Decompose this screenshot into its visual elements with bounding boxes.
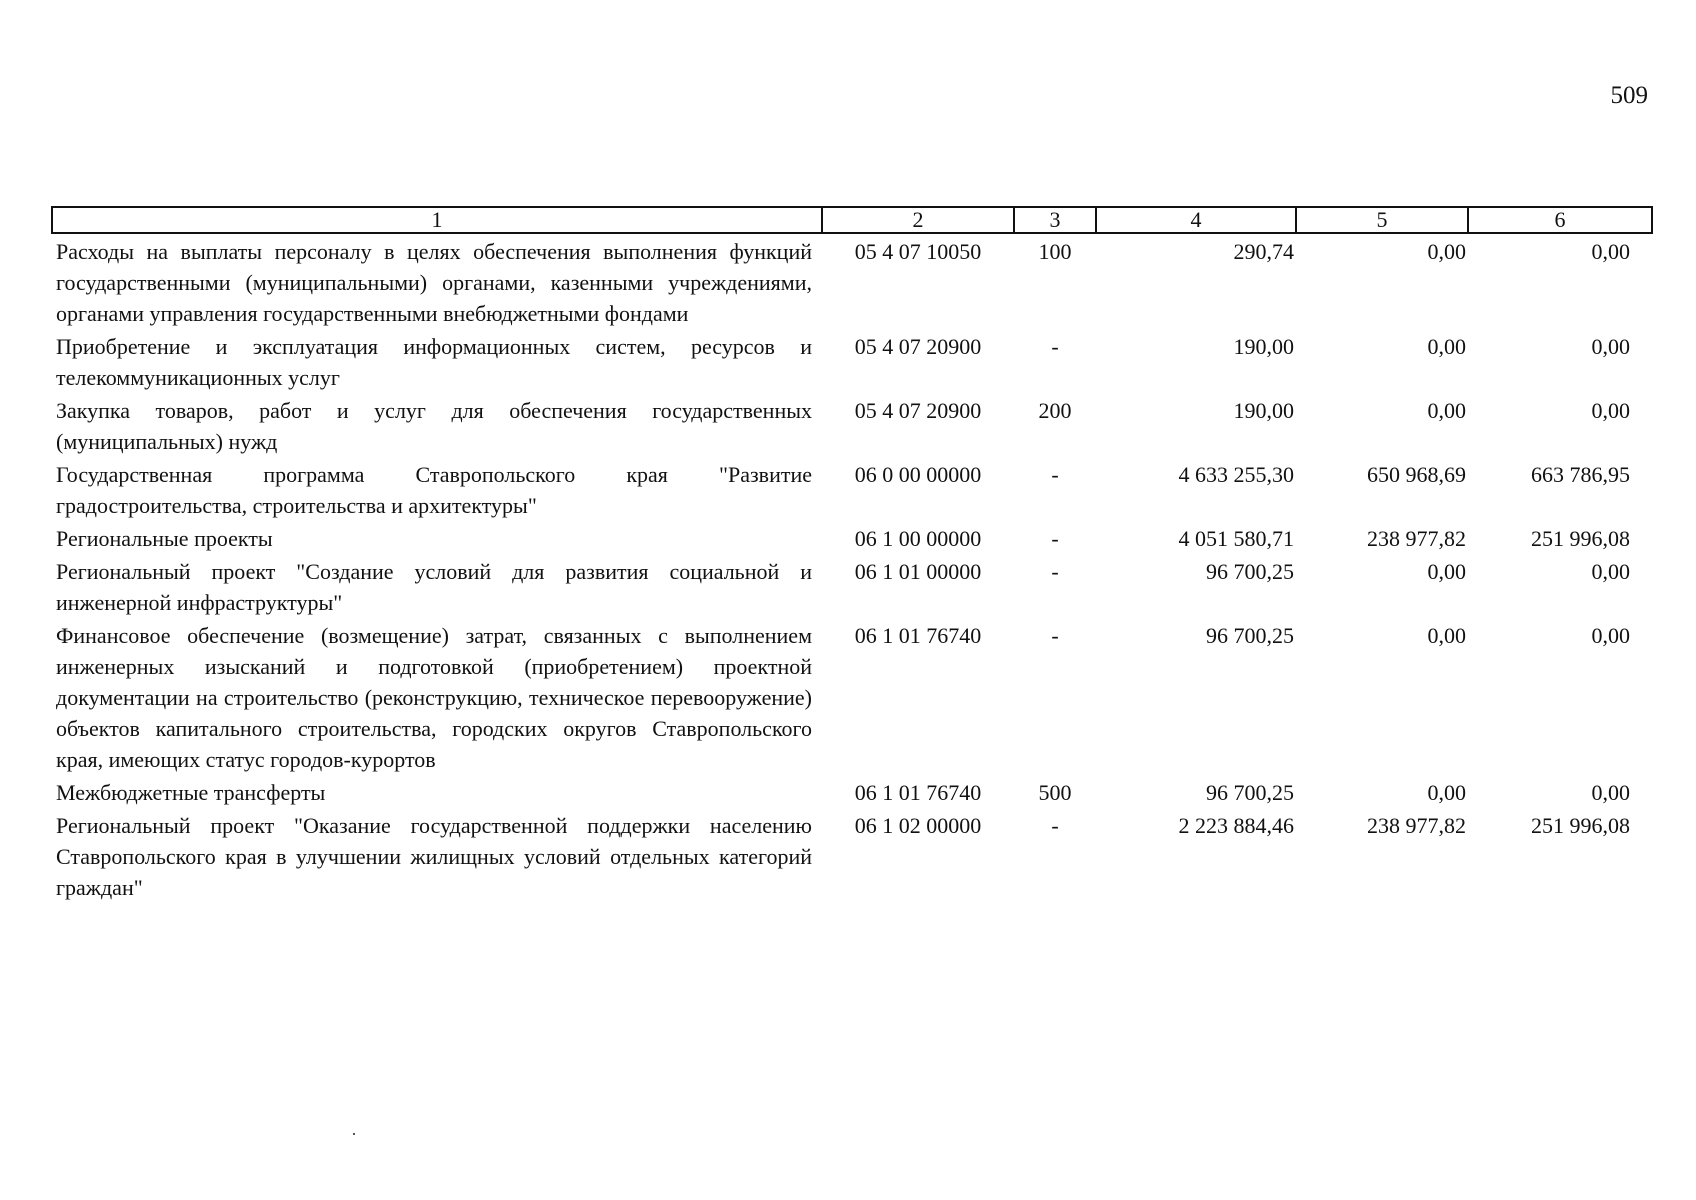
row-value-5: 0,00 xyxy=(1427,398,1466,423)
header-col-6: 6 xyxy=(1468,207,1652,233)
page-number: 509 xyxy=(1610,82,1648,109)
row-value-5: 0,00 xyxy=(1427,559,1466,584)
row-type: 200 xyxy=(1038,398,1072,423)
row-name: Приобретение и эксплуатация информационных систем, ресурсов и телекоммуникационных услуг xyxy=(56,334,812,390)
table-row xyxy=(52,457,1652,521)
row-name: Межбюджетные трансферты xyxy=(56,780,326,805)
row-value-4: 96 700,25 xyxy=(1206,780,1294,805)
row-value-6: 251 996,08 xyxy=(1531,526,1630,551)
row-type: 500 xyxy=(1038,780,1072,805)
row-name: Региональный проект "Создание условий для развития социальной и инженерной инфраструктуры" xyxy=(56,559,812,615)
row-code: 06 1 00 00000 xyxy=(854,526,982,551)
row-type: - xyxy=(1051,462,1059,487)
header-col-5: 5 xyxy=(1296,207,1468,233)
row-name: Закупка товаров, работ и услуг для обеспечения государственных (муниципальных) нужд xyxy=(56,398,812,454)
row-value-4: 96 700,25 xyxy=(1206,559,1294,584)
row-code: 06 1 01 00000 xyxy=(854,559,982,584)
table-row xyxy=(52,393,1652,457)
row-type: - xyxy=(1051,623,1059,648)
table-row xyxy=(52,233,1652,329)
table-row xyxy=(52,775,1652,808)
table-row xyxy=(52,808,1652,903)
row-value-6: 0,00 xyxy=(1591,398,1630,423)
row-value-6: 0,00 xyxy=(1591,334,1630,359)
row-value-4: 96 700,25 xyxy=(1206,623,1294,648)
scan-speck xyxy=(353,1133,355,1135)
row-value-5: 0,00 xyxy=(1427,334,1466,359)
row-value-6: 0,00 xyxy=(1591,239,1630,264)
header-col-1: 1 xyxy=(52,207,822,233)
table-header xyxy=(52,207,1652,233)
row-code: 06 1 01 76740 xyxy=(854,780,982,805)
row-code: 05 4 07 10050 xyxy=(854,239,982,264)
row-name: Государственная программа Ставропольского края "Развитие градостроительства, строительства и архитектуры" xyxy=(56,462,812,518)
row-value-4: 4 633 255,30 xyxy=(1178,462,1294,487)
table-row xyxy=(52,618,1652,775)
row-value-6: 0,00 xyxy=(1591,780,1630,805)
row-value-5: 0,00 xyxy=(1427,780,1466,805)
row-value-5: 238 977,82 xyxy=(1367,813,1466,838)
row-type: 100 xyxy=(1038,239,1072,264)
row-code: 06 1 01 76740 xyxy=(854,623,982,648)
row-name: Региональные проекты xyxy=(56,526,273,551)
row-value-6: 0,00 xyxy=(1591,559,1630,584)
row-name: Расходы на выплаты персоналу в целях обеспечения выполнения функций государственными (муниципальными) органами, казенными учреждениями, органами управления государственными внебюджетными фондами xyxy=(56,239,812,326)
row-value-4: 190,00 xyxy=(1233,398,1294,423)
row-code: 05 4 07 20900 xyxy=(854,398,982,423)
header-col-3: 3 xyxy=(1014,207,1096,233)
row-value-4: 4 051 580,71 xyxy=(1178,526,1294,551)
row-code: 06 1 02 00000 xyxy=(854,813,982,838)
budget-table xyxy=(51,206,1653,903)
row-code: 06 0 00 00000 xyxy=(854,462,982,487)
header-row xyxy=(52,207,1652,233)
row-type: - xyxy=(1051,559,1059,584)
row-value-6: 251 996,08 xyxy=(1531,813,1630,838)
row-code: 05 4 07 20900 xyxy=(854,334,982,359)
row-value-4: 2 223 884,46 xyxy=(1178,813,1294,838)
header-col-4: 4 xyxy=(1096,207,1296,233)
row-value-6: 0,00 xyxy=(1591,623,1630,648)
row-name: Региональный проект "Оказание государственной поддержки населению Ставропольского края в улучшении жилищных условий отдельных категорий граждан" xyxy=(56,813,812,900)
row-value-4: 290,74 xyxy=(1233,239,1294,264)
row-value-5: 650 968,69 xyxy=(1367,462,1466,487)
row-name: Финансовое обеспечение (возмещение) затрат, связанных с выполнением инженерных изысканий и подготовкой (приобретением) проектной документации на строительство (реконструкцию, техническое перевооружение) объектов капитального строительства, городских округов Ставропольского края, имеющих статус городов-курортов xyxy=(56,623,812,772)
row-type: - xyxy=(1051,334,1059,359)
row-type: - xyxy=(1051,813,1059,838)
row-value-4: 190,00 xyxy=(1233,334,1294,359)
row-value-6: 663 786,95 xyxy=(1531,462,1630,487)
row-value-5: 0,00 xyxy=(1427,623,1466,648)
table-row xyxy=(52,521,1652,554)
table-row xyxy=(52,554,1652,618)
row-value-5: 0,00 xyxy=(1427,239,1466,264)
table-body xyxy=(52,233,1652,903)
table-row xyxy=(52,329,1652,393)
row-type: - xyxy=(1051,526,1059,551)
header-col-2: 2 xyxy=(822,207,1014,233)
row-value-5: 238 977,82 xyxy=(1367,526,1466,551)
